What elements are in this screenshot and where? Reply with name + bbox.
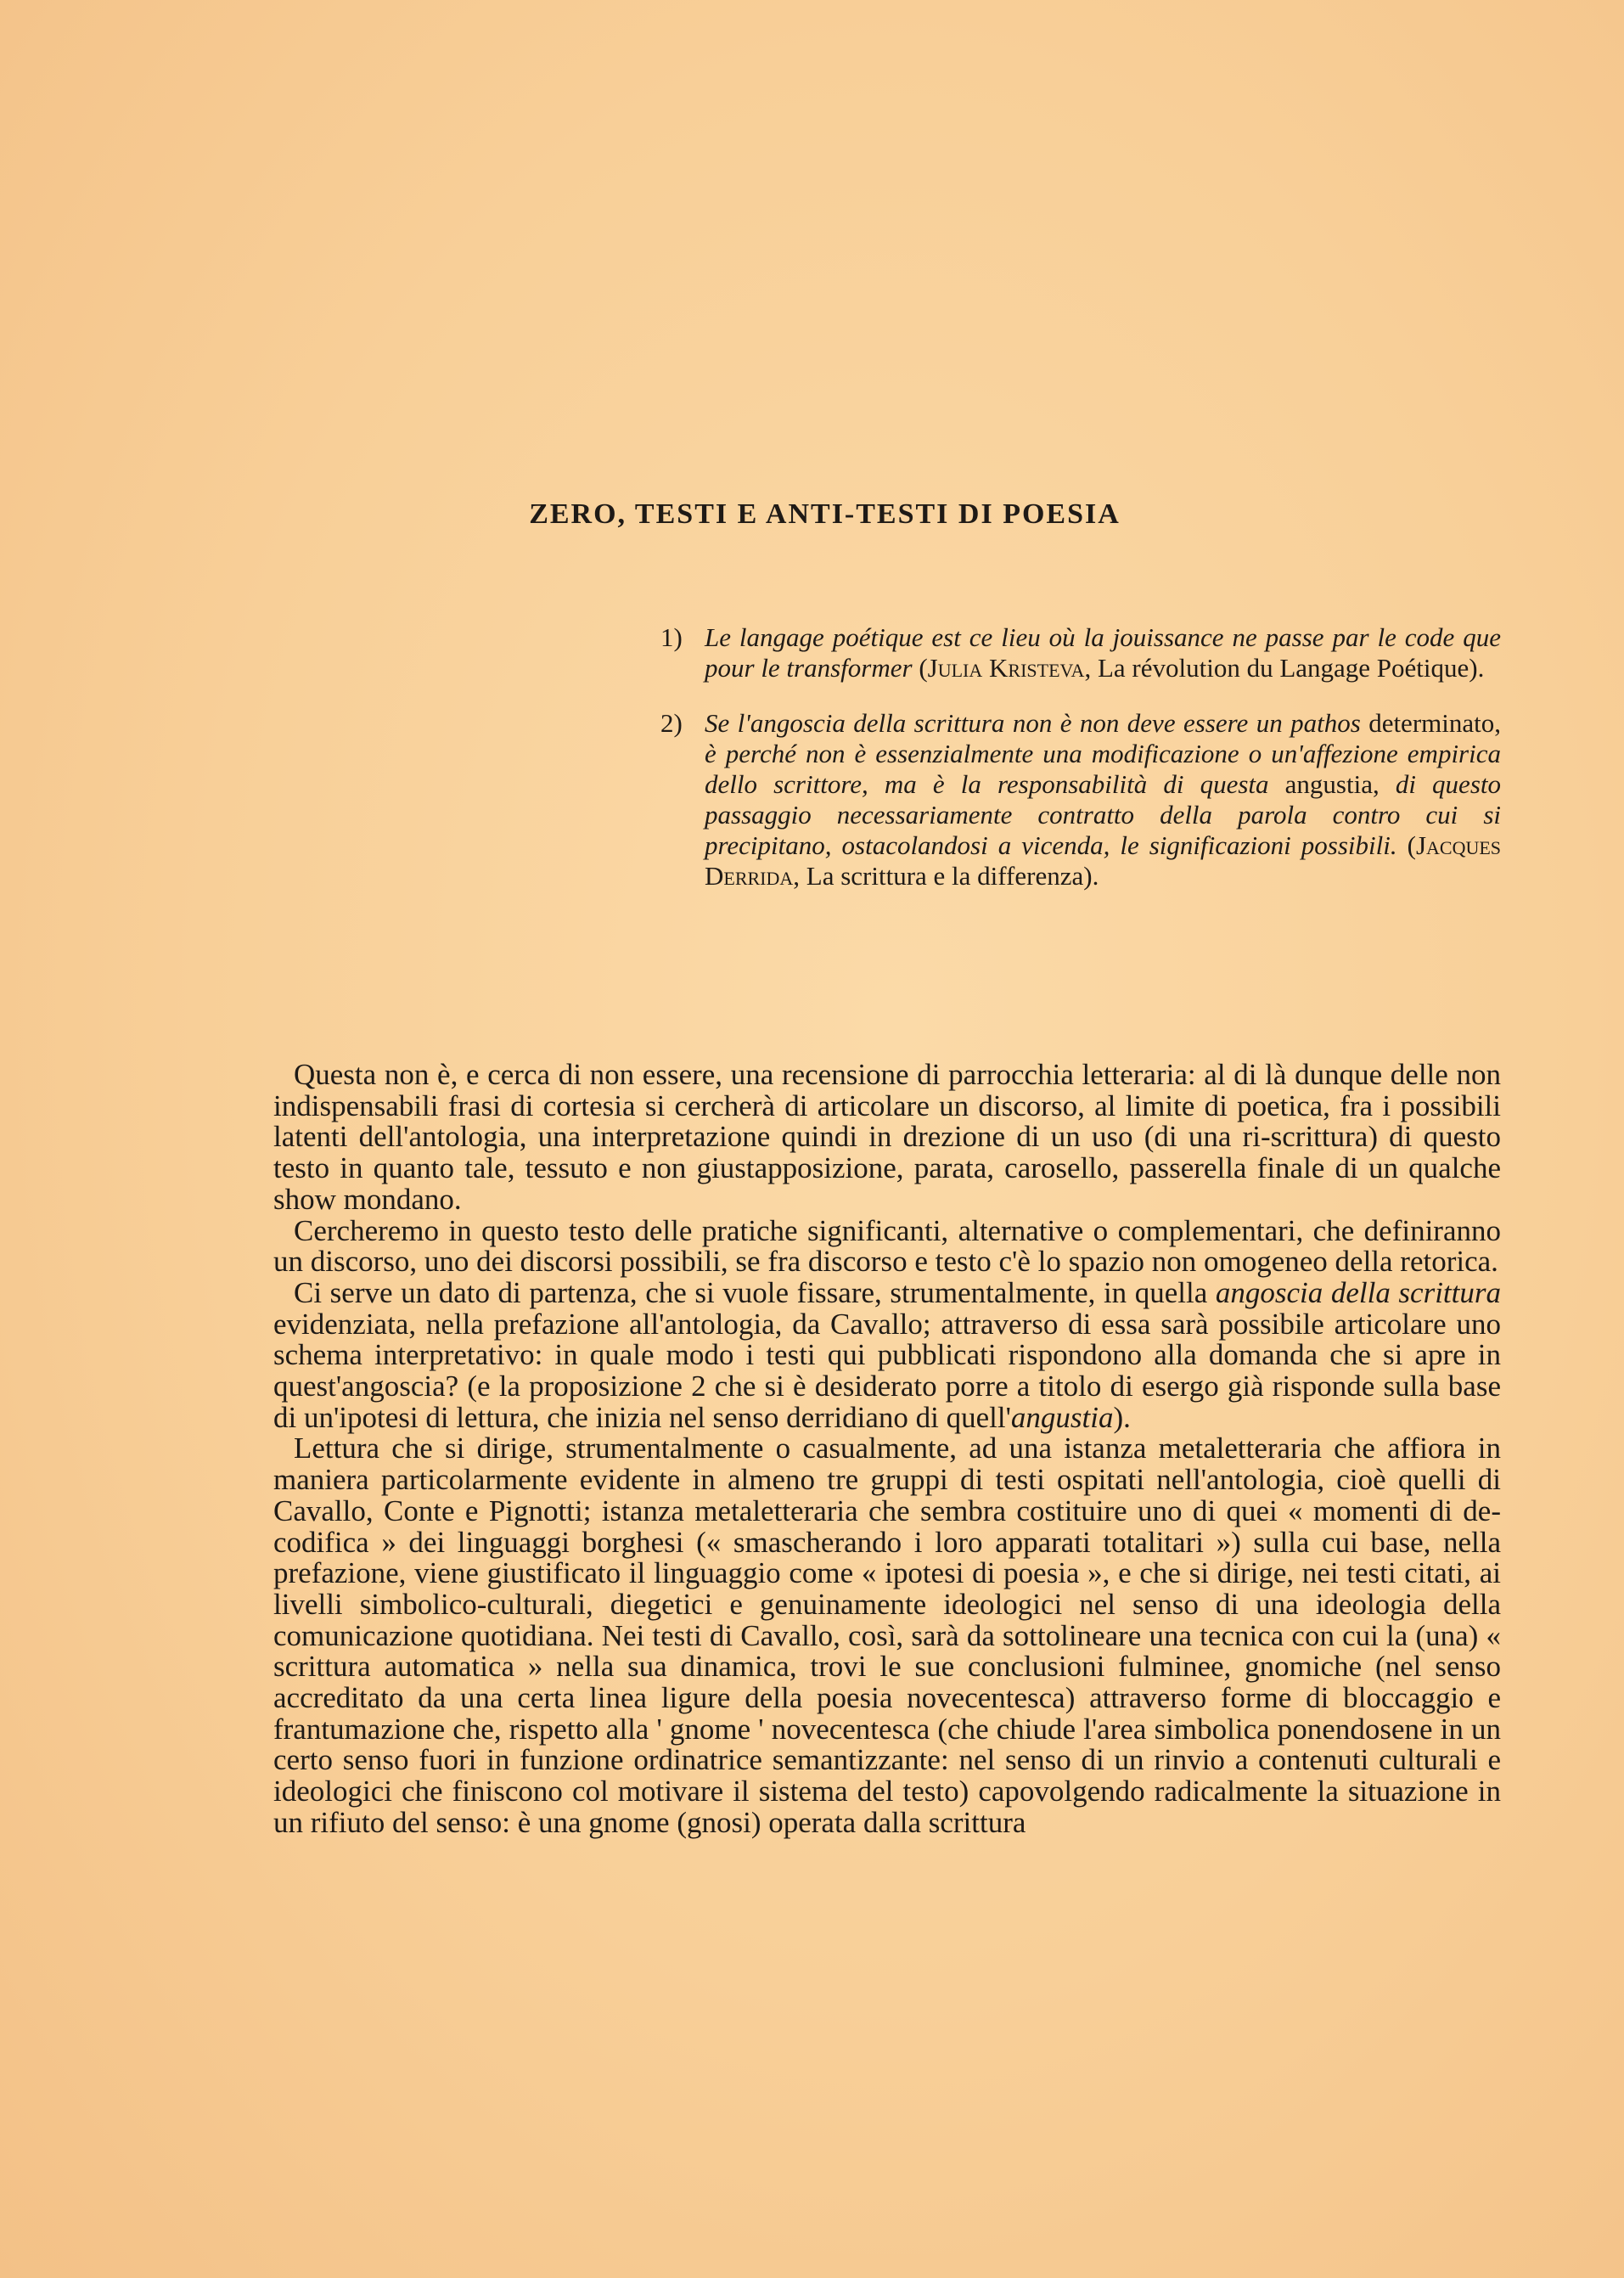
page-title: ZERO, TESTI E ANTI-TESTI DI POESIA [529,498,1121,530]
epigraph-source: La scrittura e la differenza [806,861,1084,891]
epigraph-quote-part: è perché non è essenzialmente una modificazione o un'affezione empirica dello scrittore, ma è la responsabilità di questa [705,739,1501,799]
epigraph-text: Se l'angoscia della scrittura non è non deve essere un pathos determinato, è perché non è essenzialmente una modificazione o un'affezione empirica dello scrittore, ma è la responsabilità di questa angustia, di questo passaggio necessariamente contratto della parola contro cui si precipitano, ostacolandosi a vicenda, le significazioni possibili. (Jacques Derrida, La scrittura e la differenza). [705,708,1502,891]
paragraph-3 [273,1275,1502,1434]
epigraph-source: La révolution du Langage Poétique [1097,653,1469,683]
epigraph-quote-part: determinato, [1368,708,1501,738]
paragraph-1: Questa non è, e cerca di non essere, una recensione di parrocchia letteraria: al di là dunque delle non indispensabili frasi di cortesia si cercherà di articolare un discorso, al limite di poetica, fra i possibili latenti dell'antologia, una interpretazione quindi in drezione di un uso (di una ri-scrittura) di questo testo in quanto tale, tessuto e non giustapposizione, parata, carosello, passerella finale di un qualche show mondano. [273,1058,1501,1216]
epigraph-text: Le langage poétique est ce lieu où la jouissance ne passe par le code que pour le transformer (Julia Kristeva, La révolution du Langage Poétique). [705,622,1501,683]
paragraph-3-italic: angoscia della scrittura [1215,1275,1502,1309]
paragraph-3-italic: angustia [1010,1400,1114,1434]
epigraph-1 [660,622,1501,683]
epigraph-number: 2) [660,708,683,738]
paragraph-3-text: evidenziata, nella prefazione all'antologia, da Cavallo; attraverso di essa sarà possibile articolare uno schema interpretativo: in quale modo i testi qui pubblicati rispondono alla domanda che si apre in quest'angoscia? (e la proposizione 2 che si è desiderato porre a titolo di esergo già risponde sulla base di un'ipotesi di lettura, che inizia nel senso derridiano di quell' [273,1307,1501,1434]
epigraph-quote-part: Se l'angoscia della scrittura non è non deve essere un pathos [705,708,1361,738]
paragraph-2: Cercheremo in questo testo delle pratiche significanti, alternative o complementari, che definiranno un discorso, uno dei discorsi possibili, se fra discorso e testo c'è lo spazio non omogeneo della retorica. [273,1213,1501,1279]
epigraph-author: Julia Kristeva [927,653,1085,683]
paragraph-4: Lettura che si dirige, strumentalmente o casualmente, ad una istanza metaletteraria che affiora in maniera particolarmente evidente in almeno tre gruppi di testi ospitati nell'antologia, cioè quelli di Cavallo, Conte e Pignotti; istanza metaletteraria che sembra costituire uno di quei « momenti di de-codifica » dei linguaggi borghesi (« smascherando i loro apparati totalitari ») sulla cui base, nella prefazione, viene giustificato il linguaggio come « ipotesi di poesia », e che si dirige, nei testi citati, ai livelli simbolico-culturali, diegetici e genuinamente ideologici nel senso di una ideologia della comunicazione quotidiana. Nei testi di Cavallo, così, sarà da sottolineare una tecnica con cui la (una) « scrittura automatica » nella sua dinamica, trovi le sue conclusioni fulminee, gnomiche (nel senso accreditato da una certa linea ligure della poesia novecentesca) attraverso forme di bloccaggio e frantumazione che, rispetto alla ' gnome ' novecentesca (che chiude l'area simbolica ponendosene in un certo senso fuori in funzione ordinatrice semantizzante: nel senso di un rinvio a contenuti culturali e ideologici che finiscono col motivare il sistema del testo) capovolgendo radicalmente la situazione in un rifiuto del senso: è una gnome (gnosi) operata dalla scrittura [273,1431,1501,1839]
body-text [273,1060,1501,1839]
epigraphs [660,622,1501,892]
epigraph-2 [660,708,1501,892]
epigraph-quote-part: angustia, [1284,769,1380,799]
paragraph-3-text: ). [1113,1400,1131,1434]
epigraph-quote: Le langage poétique est ce lieu où la jouissance ne passe par le code que pour le transformer [705,622,1501,683]
epigraph-quote-part: di questo passaggio necessariamente contratto della parola contro cui si precipitano, ostacolandosi a vicenda, le significazioni possibili. [705,769,1501,860]
epigraph-number: 1) [660,622,683,652]
paragraph-3-text: Ci serve un dato di partenza, che si vuole fissare, strumentalmente, in quella [294,1275,1208,1309]
epigraph-author: Jacques Derrida [705,830,1502,891]
